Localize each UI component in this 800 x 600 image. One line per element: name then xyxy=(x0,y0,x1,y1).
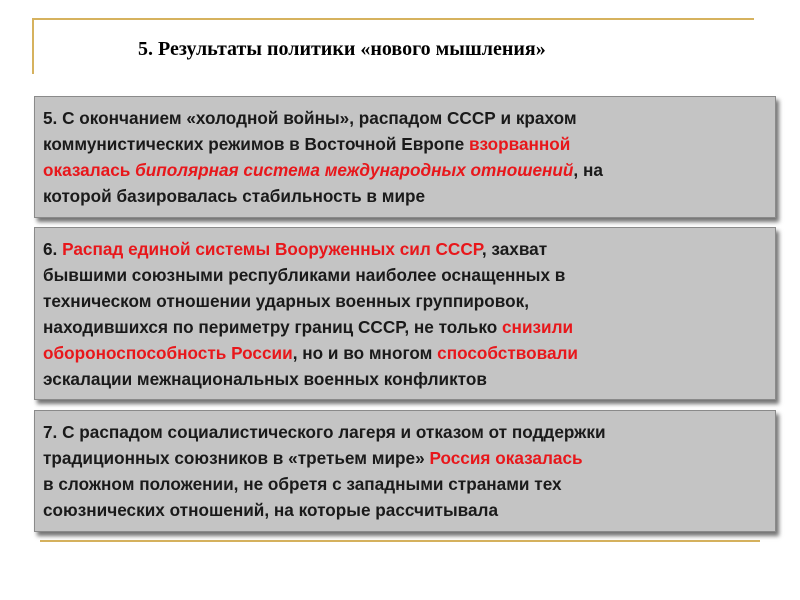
box7-line-2: традиционных союзников в «третьем мире» Россия оказалась xyxy=(43,448,583,468)
box6-highlight-4: способствовали xyxy=(437,343,578,363)
left-decorative-rule xyxy=(32,18,34,74)
box6-line-6: эскалации межнациональных военных конфликтов xyxy=(43,369,487,389)
box5-highlight-1: взорванной xyxy=(468,134,571,154)
box5-highlight-3: биполярная система международных отношений xyxy=(135,160,574,180)
result-box-5 xyxy=(34,96,776,218)
box6-highlight-1: Распад единой системы Вооруженных сил СССР xyxy=(62,239,482,259)
box6-line-5: обороноспособность России, но и во многом способствовали xyxy=(43,343,578,363)
box6-line-2: бывшими союзными республиками наиболее оснащенных в xyxy=(43,265,566,285)
bottom-decorative-rule xyxy=(40,540,760,542)
box6-highlight-2: снизили xyxy=(502,317,574,337)
slide-title: 5. Результаты политики «нового мышления» xyxy=(138,38,546,60)
box6-line-4: находившихся по периметру границ СССР, не только снизили xyxy=(43,317,574,337)
box7-line-3: в сложном положении, не обретя с западными странами тех xyxy=(43,474,562,494)
box6-line-3: техническом отношении ударных военных группировок, xyxy=(43,291,529,311)
box6-highlight-3: обороноспособность России xyxy=(43,343,293,363)
box5-highlight-2: оказалась xyxy=(43,160,136,180)
box5-line-2: коммунистических режимов в Восточной Европе взорванной xyxy=(43,134,571,154)
box6-line-1: 6. Распад единой системы Вооруженных сил СССР, захват xyxy=(43,239,548,259)
box7-highlight-1: Россия оказалась xyxy=(429,448,583,468)
box7-line-1: 7. С распадом социалистического лагеря и отказом от поддержки xyxy=(43,422,606,442)
box5-line-4: которой базировалась стабильность в мире xyxy=(43,186,426,206)
box7-line-4: союзнических отношений, на которые рассчитывала xyxy=(43,500,499,520)
result-box-6 xyxy=(34,227,776,400)
result-box-7 xyxy=(34,410,776,532)
box5-line-3: оказалась биполярная система международных отношений, на xyxy=(43,160,603,180)
top-decorative-rule xyxy=(32,18,754,20)
box5-line-1: 5. С окончанием «холодной войны», распадом СССР и крахом xyxy=(43,108,577,128)
